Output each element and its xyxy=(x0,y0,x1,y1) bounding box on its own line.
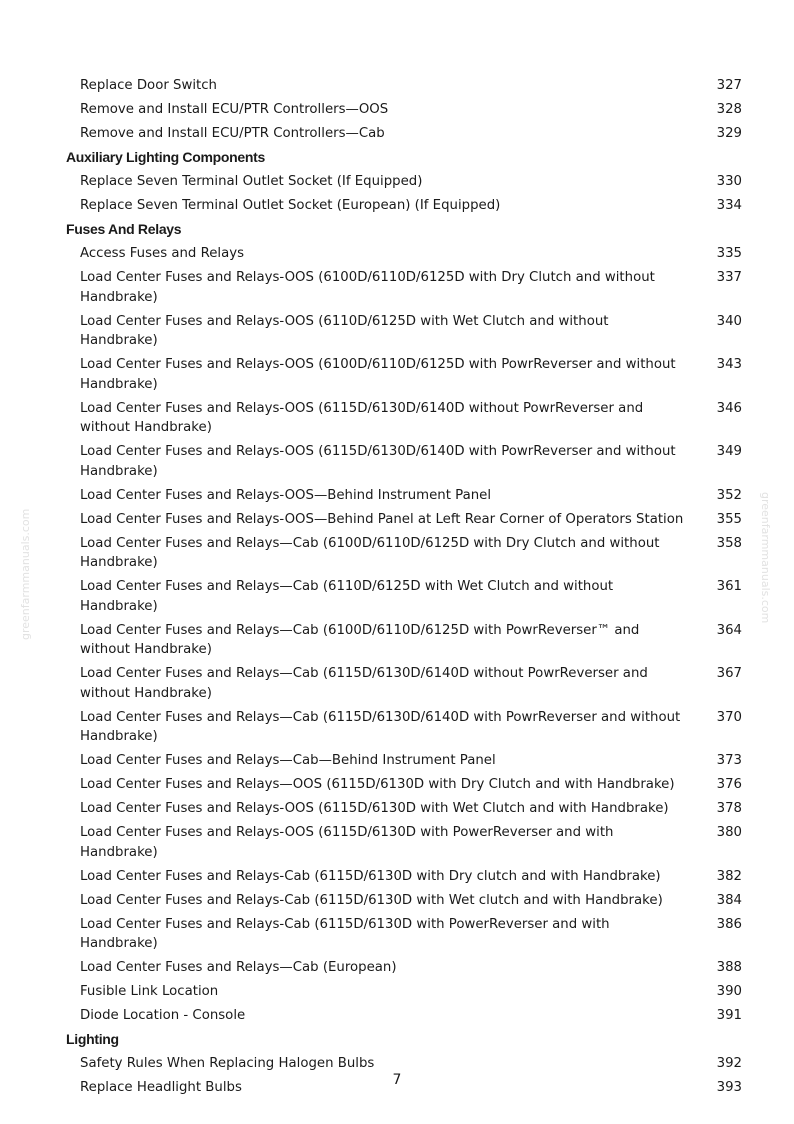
toc-entry-page: 358 xyxy=(716,535,742,551)
toc-entry-page: 386 xyxy=(716,916,742,932)
toc-entry-page: 349 xyxy=(716,444,742,459)
toc-entry-page: 361 xyxy=(716,579,742,594)
toc-entry-page: 376 xyxy=(716,777,742,792)
toc-entry[interactable] xyxy=(66,510,742,530)
toc-entry-title: Safety Rules When Replacing Halogen Bulbs xyxy=(80,1056,375,1071)
toc-entry-title: Load Center Fuses and Relays—Cab (European) xyxy=(80,960,397,975)
toc-entry[interactable] xyxy=(66,1054,742,1074)
toc-entry-page: 352 xyxy=(716,487,742,503)
toc-entry-page: 378 xyxy=(716,801,742,816)
toc-entry-title: Load Center Fuses and Relays-OOS (6115D/6130D with PowerReverser and with Handbrake) xyxy=(80,825,614,860)
toc-entry-page: 364 xyxy=(716,622,742,638)
toc-entry-page: 390 xyxy=(716,984,742,999)
toc-entry-page: 391 xyxy=(716,1008,742,1023)
toc-entry-title: Replace Seven Terminal Outlet Socket (If Equipped) xyxy=(80,174,423,189)
toc-entry[interactable] xyxy=(66,442,742,481)
toc-entry-page: 329 xyxy=(716,126,742,141)
toc-entry-title: Access Fuses and Relays xyxy=(80,246,245,261)
toc-entry-title: Load Center Fuses and Relays—Cab (6115D/6130D/6140D with PowrReverser and without Handbrake) xyxy=(80,709,681,744)
toc-section-heading: Lighting xyxy=(66,1031,119,1047)
toc-entry[interactable] xyxy=(66,708,742,747)
toc-entry-title: Load Center Fuses and Relays-OOS (6115D/6130D/6140D without PowrReverser and without Handbrake) xyxy=(80,400,644,435)
toc-entry-title: Load Center Fuses and Relays—Cab (6115D/6130D/6140D without PowrReverser and without Handbrake) xyxy=(80,666,648,701)
toc-entry[interactable] xyxy=(66,196,742,216)
toc-entry-title: Diode Location - Console xyxy=(80,1008,246,1023)
toc-entry-page: 373 xyxy=(716,753,742,768)
toc-entry-page: 392 xyxy=(716,1056,742,1071)
page-number: 7 xyxy=(392,1072,402,1088)
watermark-right: greenfarmmanuals.com xyxy=(759,492,772,624)
toc-entry[interactable] xyxy=(66,621,742,660)
toc-entry-page: 370 xyxy=(716,709,742,725)
toc-entry-title: Load Center Fuses and Relays-OOS (6110D/6125D with Wet Clutch and without Handbrake) xyxy=(80,313,609,348)
toc-entry-page: 334 xyxy=(716,198,742,213)
toc-entry-page: 380 xyxy=(716,825,742,840)
toc-entry[interactable] xyxy=(66,577,742,616)
toc-entry-title: Load Center Fuses and Relays-OOS (6115D/6130D with Wet Clutch and with Handbrake) xyxy=(80,801,669,816)
toc-entry-title: Load Center Fuses and Relays-Cab (6115D/6130D with Wet clutch and with Handbrake) xyxy=(80,892,663,908)
toc-entry[interactable] xyxy=(66,124,742,144)
toc-entry[interactable] xyxy=(66,172,742,192)
toc-entry-title: Load Center Fuses and Relays—Cab—Behind Instrument Panel xyxy=(80,753,496,768)
toc-entry-title: Load Center Fuses and Relays—Cab (6100D/6110D/6125D with Dry Clutch and without Handbrake) xyxy=(80,535,660,570)
toc-entry-page: 388 xyxy=(716,960,742,975)
toc-entry[interactable] xyxy=(66,534,742,573)
toc-entry[interactable] xyxy=(66,1006,742,1026)
toc-entry[interactable] xyxy=(66,823,742,862)
toc-entry-page: 340 xyxy=(716,313,742,329)
toc-entry-title: Load Center Fuses and Relays-Cab (6115D/6130D with Dry clutch and with Handbrake) xyxy=(80,868,661,884)
watermark-left: greenfarmmanuals.com xyxy=(19,508,32,640)
toc-entry-page: 343 xyxy=(716,357,742,372)
toc-entry[interactable] xyxy=(66,958,742,978)
toc-entry-page: 327 xyxy=(716,78,742,93)
toc-entry-title: Replace Seven Terminal Outlet Socket (European) (If Equipped) xyxy=(80,198,501,213)
toc-entry-title: Load Center Fuses and Relays-OOS—Behind Instrument Panel xyxy=(80,487,492,503)
toc-entry[interactable] xyxy=(66,915,742,954)
toc-entry[interactable] xyxy=(66,399,742,438)
toc-section-heading: Auxiliary Lighting Components xyxy=(66,149,265,165)
toc-entry-page: 330 xyxy=(716,174,742,189)
toc-entry[interactable] xyxy=(66,486,742,506)
toc-entry-title: Load Center Fuses and Relays-OOS (6100D/6110D/6125D with PowrReverser and without Handbrake) xyxy=(80,357,676,392)
toc-entry-title: Load Center Fuses and Relays-OOS—Behind Panel at Left Rear Corner of Operators Station xyxy=(80,511,684,527)
toc-entry-title: Fusible Link Location xyxy=(80,984,219,999)
toc-entry-page: 355 xyxy=(716,511,742,527)
toc-section-heading: Fuses And Relays xyxy=(66,221,182,237)
toc-entry-page: 382 xyxy=(716,868,742,884)
toc-entry[interactable] xyxy=(66,268,742,307)
toc-entry[interactable] xyxy=(66,664,742,703)
toc-entry-title: Load Center Fuses and Relays—Cab (6100D/6110D/6125D with PowrReverser™ and without Handbrake) xyxy=(80,622,640,657)
toc-entry-page: 384 xyxy=(716,892,742,908)
toc-entry-title: Load Center Fuses and Relays—OOS (6115D/6130D with Dry Clutch and with Handbrake) xyxy=(80,777,675,792)
toc-entry-title: Replace Headlight Bulbs xyxy=(80,1080,242,1095)
toc-entry-page: 328 xyxy=(716,102,742,117)
toc-entry[interactable] xyxy=(66,312,742,351)
toc-entry-title: Remove and Install ECU/PTR Controllers—Cab xyxy=(80,126,385,141)
toc-entry-page: 346 xyxy=(716,400,742,416)
toc-entry[interactable] xyxy=(66,751,742,771)
toc-entry-title: Remove and Install ECU/PTR Controllers—OOS xyxy=(80,102,389,117)
toc-entry-title: Load Center Fuses and Relays—Cab (6110D/6125D with Wet Clutch and without Handbrake) xyxy=(80,579,614,614)
toc-entry[interactable] xyxy=(66,244,742,264)
toc-entry[interactable] xyxy=(66,775,742,795)
toc-entry[interactable] xyxy=(66,867,742,887)
table-of-contents xyxy=(66,76,742,1102)
toc-entry-title: Load Center Fuses and Relays-OOS (6115D/6130D/6140D with PowrReverser and without Handbrake) xyxy=(80,444,676,479)
toc-entry-page: 337 xyxy=(716,270,742,285)
toc-entry-title: Replace Door Switch xyxy=(80,78,217,93)
toc-entry[interactable] xyxy=(66,355,742,394)
toc-entry-page: 335 xyxy=(716,246,742,261)
toc-entry[interactable] xyxy=(66,891,742,911)
toc-entry-page: 393 xyxy=(716,1080,742,1095)
toc-entry-title: Load Center Fuses and Relays-OOS (6100D/6110D/6125D with Dry Clutch and without Handbrake) xyxy=(80,270,655,305)
toc-entry[interactable] xyxy=(66,982,742,1002)
toc-entry[interactable] xyxy=(66,100,742,120)
toc-entry-page: 367 xyxy=(716,666,742,681)
toc-entry[interactable] xyxy=(66,76,742,96)
toc-entry-title: Load Center Fuses and Relays-Cab (6115D/6130D with PowerReverser and with Handbrake) xyxy=(80,916,610,951)
toc-entry[interactable] xyxy=(66,799,742,819)
